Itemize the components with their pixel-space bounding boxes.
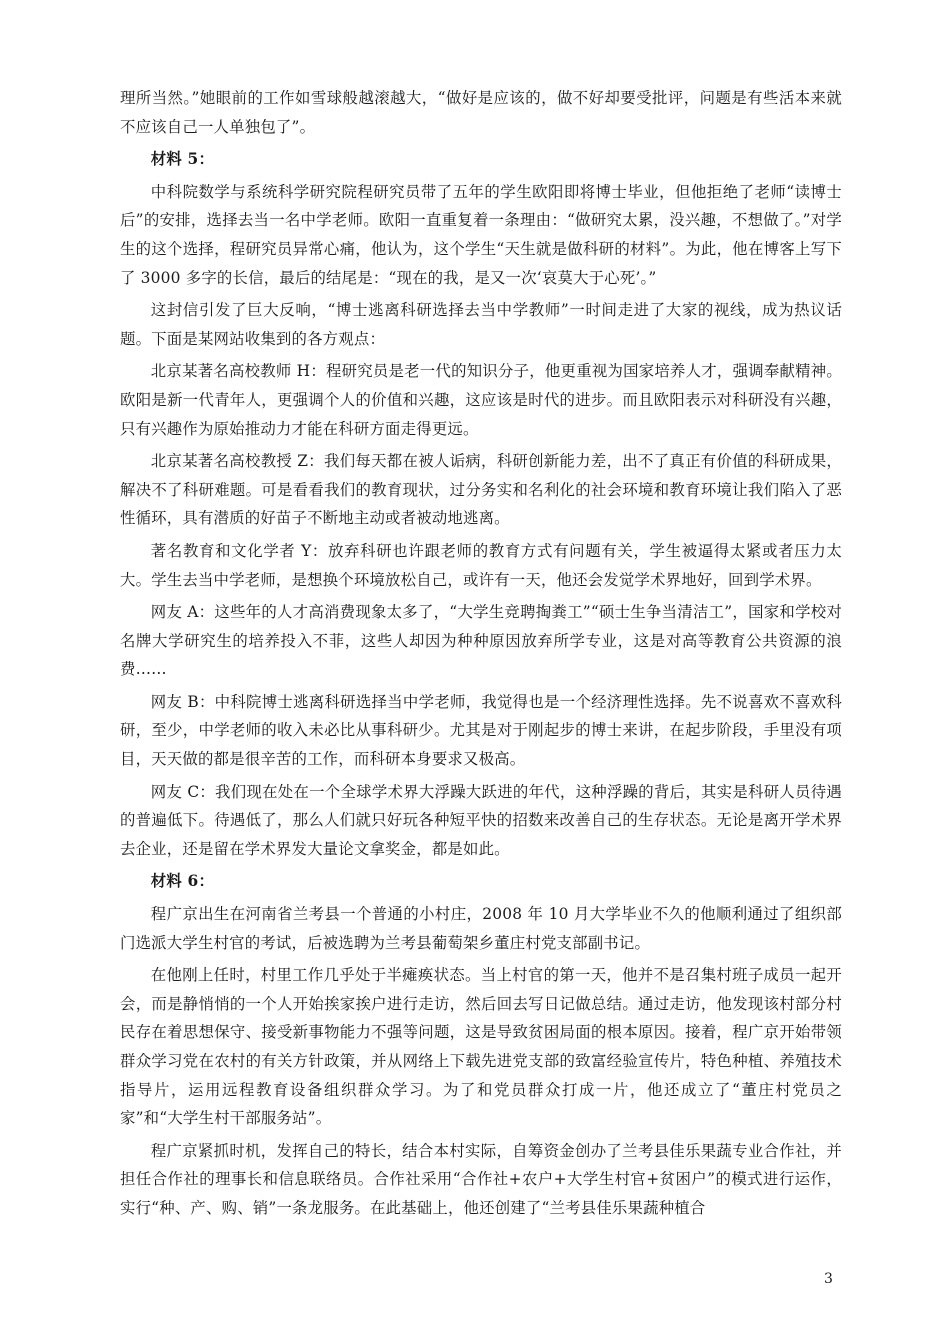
material-6-heading: 材料 6： <box>150 872 215 891</box>
opinion-netizen-c: 网友 C：我们现在处在一个全球学术界大浮躁大跃进的年代，这种浮躁的背后，其实是科研人员待遇的普遍低下。待遇低了，那么人们就只好玩各种短平快的招数来改善自己的生存状态。无论是离开学术界去企业，还是留在学术界发大量论文拿奖金，都是如此。 <box>120 782 842 858</box>
opinion-professor-z: 北京某著名高校教授 Z：我们每天都在被人诟病，科研创新能力差，出不了真正有价值的科研成果，解决不了科研难题。可是看看我们的教育现状，过分务实和名利化的社会环境和教育环境让我们陷入了恶性循环，具有潜质的好苗子不断地主动或者被动地逃离。 <box>120 452 842 528</box>
material-6-paragraph: 程广京紧抓时机，发挥自己的特长，结合本村实际，自筹资金创办了兰考县佳乐果蔬专业合作社，并担任合作社的理事长和信息联络员。合作社采用“合作社+农户+大学生村官+贫困户”的模式进行运作，实行“种、产、购、销”一条龙服务。在此基础上，他还创建了“兰考县佳乐果蔬种植合 <box>120 1141 842 1217</box>
material-5-paragraph: 中科院数学与系统科学研究院程研究员带了五年的学生欧阳即将博士毕业，但他拒绝了老师“读博士后”的安排，选择去当一名中学老师。欧阳一直重复着一条理由：“做研究太累，没兴趣，不想做了。”对学生的这个选择，程研究员异常心痛，他认为，这个学生“天生就是做科研的材料”。为此，他在博客上写下了 3000 多字的长信，最后的结尾是：“现在的我，是又一次‘哀莫大于心死’。” <box>120 182 842 287</box>
material-5-paragraph: 这封信引发了巨大反响，“博士逃离科研选择去当中学教师”一时间走进了大家的视线，成为热议话题。下面是某网站收集到的各方观点： <box>120 301 842 348</box>
continuation-paragraph: 理所当然。”她眼前的工作如雪球般越滚越大，“做好是应该的，做不好却要受批评，问题是有些活本来就不应该自己一人单独包了”。 <box>120 89 842 136</box>
material-6-paragraph: 在他刚上任时，村里工作几乎处于半瘫痪状态。当上村官的第一天，他并不是召集村班子成员一起开会，而是静悄悄的一个人开始挨家挨户进行走访，然后回去写日记做总结。通过走访，他发现该村部分村民存在着思想保守、接受新事物能力不强等问题，这是导致贫困局面的根本原因。接着，程广京开始带领群众学习党在农村的有关方针政策，并从网络上下载先进党支部的致富经验宣传片，特色种植、养殖技术指导片，运用远程教育设备组织群众学习。为了和党员群众打成一片，他还成立了“董庄村党员之家”和“大学生村干部服务站”。 <box>120 966 842 1128</box>
opinion-teacher-h: 北京某著名高校教师 H：程研究员是老一代的知识分子，他更重视为国家培养人才，强调奉献精神。欧阳是新一代青年人，更强调个人的价值和兴趣，这应该是时代的进步。而且欧阳表示对科研没有兴趣，只有兴趣作为原始推动力才能在科研方面走得更远。 <box>120 362 842 438</box>
opinion-scholar-y: 著名教育和文化学者 Y：放弃科研也许跟老师的教育方式有问题有关，学生被逼得太紧或者压力太大。学生去当中学老师，是想换个环境放松自己，或许有一天，他还会发觉学术界地好，回到学术界。 <box>120 541 842 589</box>
material-5-heading: 材料 5： <box>150 150 215 169</box>
opinion-netizen-b: 网友 B：中科院博士逃离科研选择当中学老师，我觉得也是一个经济理性选择。先不说喜欢不喜欢科研，至少，中学老师的收入未必比从事科研少。尤其是对于刚起步的博士来讲，在起步阶段，手里没有项目，天天做的都是很辛苦的工作，而科研本身要求又极高。 <box>120 692 842 769</box>
page-number: 3 <box>824 1271 833 1287</box>
material-6-paragraph: 程广京出生在河南省兰考县一个普通的小村庄，2008 年 10 月大学毕业不久的他顺利通过了组织部门选派大学生村官的考试，后被选聘为兰考县葡萄架乡董庄村党支部副书记。 <box>120 905 842 952</box>
document-body <box>120 84 842 1227</box>
opinion-netizen-a: 网友 A：这些年的人才高消费现象太多了，“大学生竞聘掏粪工”“硕士生争当清洁工”，国家和学校对名牌大学研究生的培养投入不菲，这些人却因为种种原因放弃所学专业，这是对高等教育公共资源的浪费…… <box>120 603 842 679</box>
